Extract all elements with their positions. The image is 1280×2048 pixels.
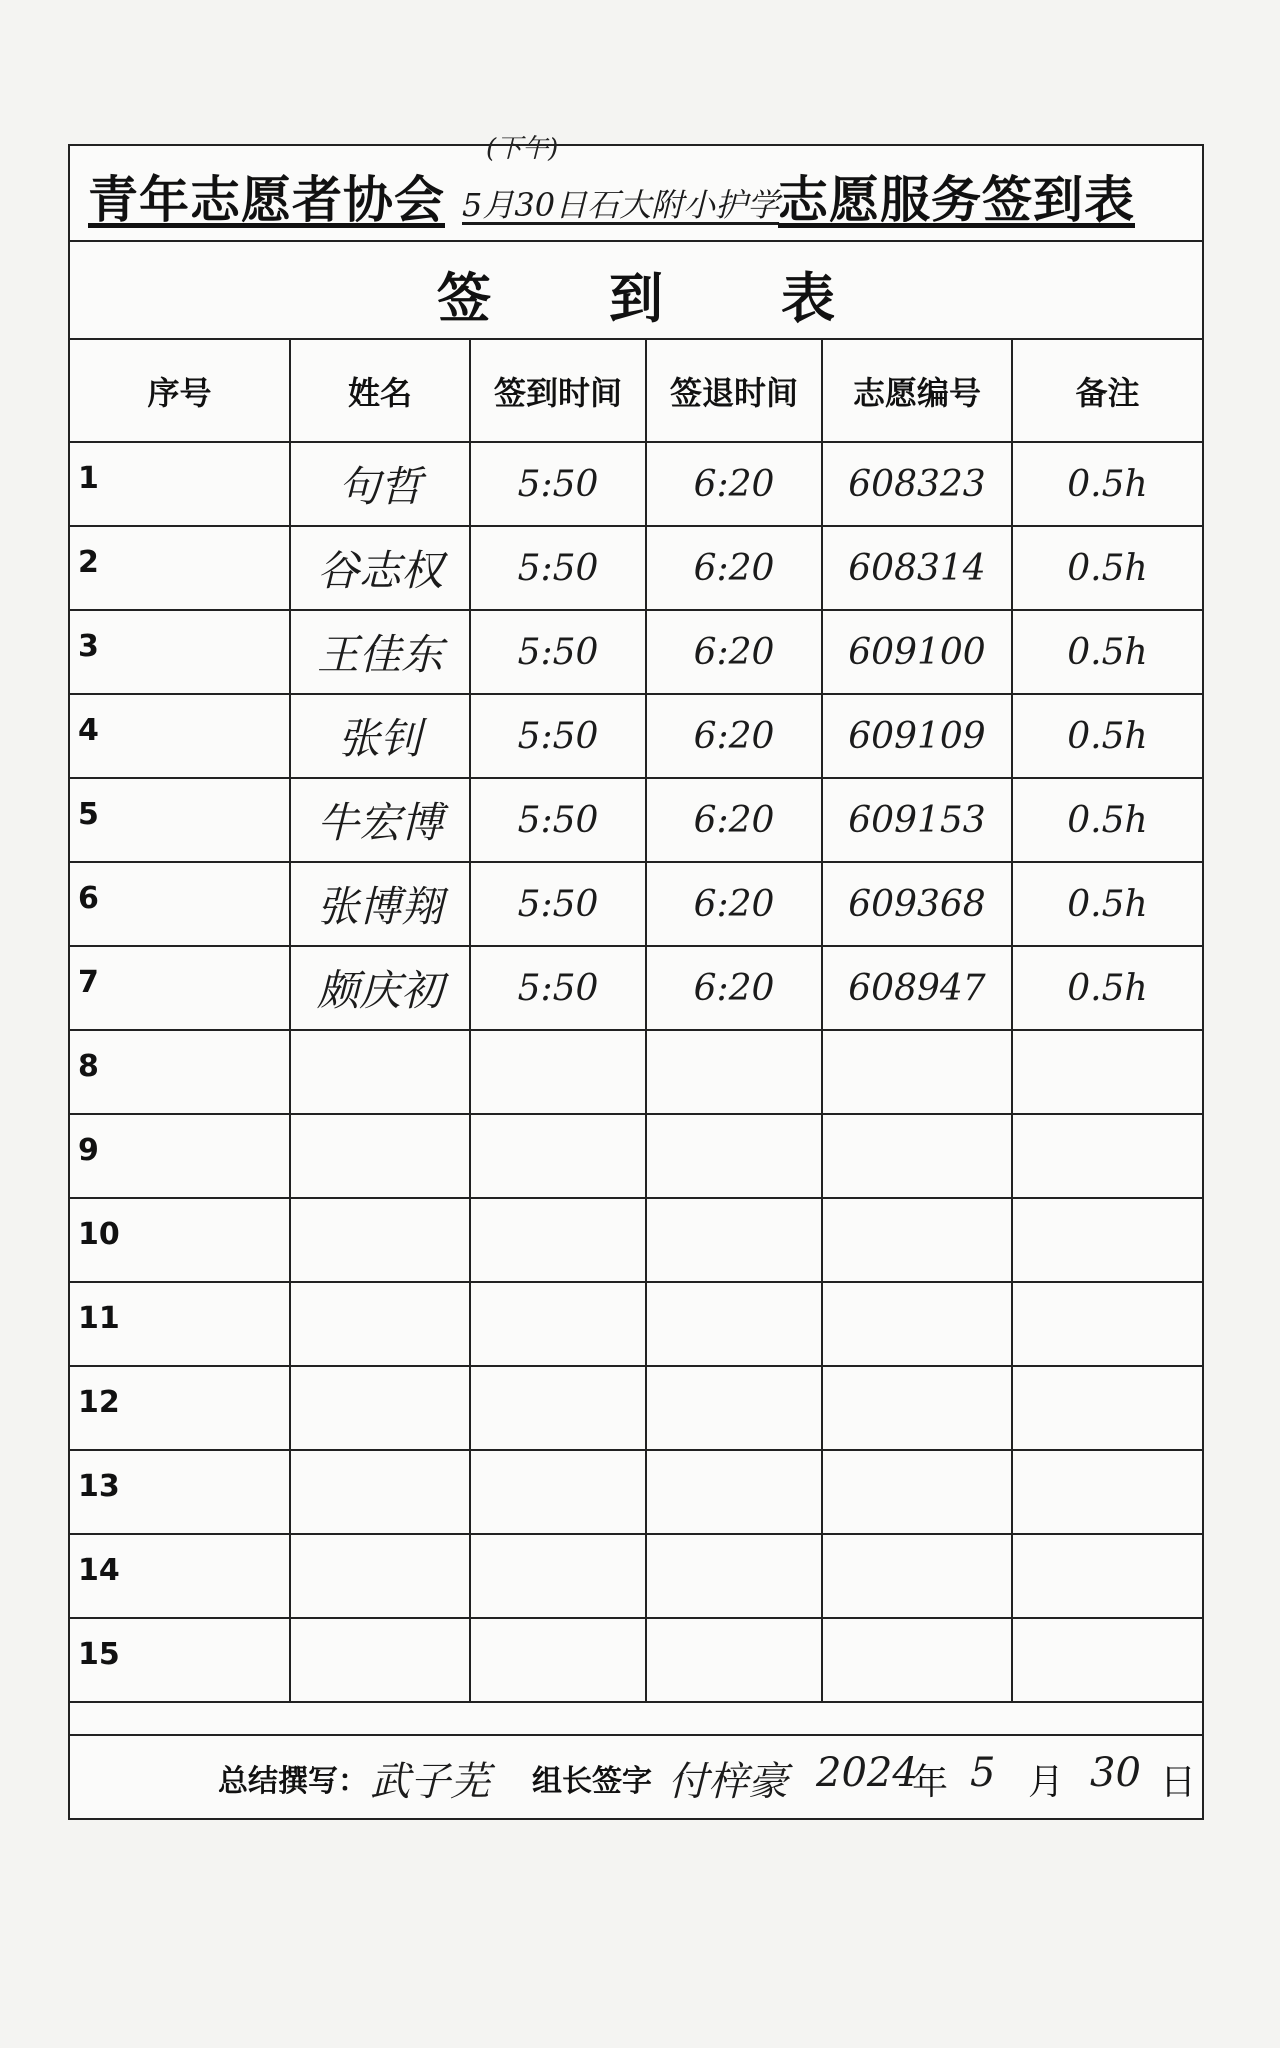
row-number: 12 [70, 1366, 290, 1450]
table-row [70, 778, 1202, 862]
volunteer-id-cell [822, 1282, 1012, 1366]
volunteer-id-cell: 608947 [822, 946, 1012, 1030]
table-row [70, 862, 1202, 946]
row-number: 4 [70, 694, 290, 778]
volunteer-id-cell [822, 1114, 1012, 1198]
sign-in-time-cell [470, 1366, 646, 1450]
leader-signature: 付梓豪 [668, 1759, 788, 1805]
sign-out-time-cell: 6:20 [646, 778, 822, 862]
name-cell: 颇庆初 [290, 946, 470, 1030]
name-cell: 张博翔 [290, 862, 470, 946]
sign-in-time-cell: 5:50 [470, 694, 646, 778]
title-row [70, 134, 1202, 242]
sign-in-time-cell: 5:50 [470, 610, 646, 694]
name-cell: 张钊 [290, 694, 470, 778]
row-number: 5 [70, 778, 290, 862]
table-row [70, 1114, 1202, 1198]
column-header: 签退时间 [646, 340, 822, 442]
sign-in-time-cell [470, 1618, 646, 1702]
name-cell: 句哲 [290, 442, 470, 526]
remark-cell [1012, 1282, 1202, 1366]
title-suffix: 志愿服务签到表 [778, 171, 1135, 229]
heading-row [70, 242, 1202, 340]
remark-cell: 0.5h [1012, 862, 1202, 946]
sign-in-time-cell: 5:50 [470, 946, 646, 1030]
column-header: 姓名 [290, 340, 470, 442]
name-cell [290, 1114, 470, 1198]
table-row [70, 694, 1202, 778]
table-row [70, 1366, 1202, 1450]
leader-label: 组长签字 [532, 1764, 652, 1799]
sign-out-time-cell [646, 1450, 822, 1534]
sign-in-time-cell: 5:50 [470, 442, 646, 526]
remark-cell: 0.5h [1012, 526, 1202, 610]
volunteer-id-cell [822, 1534, 1012, 1618]
remark-cell [1012, 1030, 1202, 1114]
volunteer-id-cell: 608314 [822, 526, 1012, 610]
footer-row [70, 1734, 1202, 1818]
row-number: 13 [70, 1450, 290, 1534]
remark-cell: 0.5h [1012, 442, 1202, 526]
name-cell: 牛宏博 [290, 778, 470, 862]
table-row [70, 1618, 1202, 1702]
sign-in-time-cell: 5:50 [470, 778, 646, 862]
sign-out-time-cell [646, 1618, 822, 1702]
form-heading: 签到表 [437, 267, 953, 330]
name-cell [290, 1366, 470, 1450]
volunteer-id-cell [822, 1618, 1012, 1702]
column-header: 签到时间 [470, 340, 646, 442]
date-day: 30 [1090, 1750, 1141, 1796]
volunteer-id-cell [822, 1366, 1012, 1450]
sign-in-table [70, 340, 1202, 1703]
name-cell: 王佳东 [290, 610, 470, 694]
table-row [70, 1282, 1202, 1366]
volunteer-id-cell: 609109 [822, 694, 1012, 778]
sign-in-time-cell: 5:50 [470, 862, 646, 946]
remark-cell: 0.5h [1012, 610, 1202, 694]
sign-out-time-cell: 6:20 [646, 526, 822, 610]
remark-cell [1012, 1366, 1202, 1450]
remark-cell [1012, 1618, 1202, 1702]
sign-out-time-cell [646, 1030, 822, 1114]
name-cell [290, 1534, 470, 1618]
row-number: 15 [70, 1618, 290, 1702]
sign-in-time-cell [470, 1198, 646, 1282]
title-organization: 青年志愿者协会 [88, 171, 445, 229]
column-header: 志愿编号 [822, 340, 1012, 442]
remark-cell: 0.5h [1012, 694, 1202, 778]
volunteer-id-cell: 609100 [822, 610, 1012, 694]
sign-out-time-cell: 6:20 [646, 862, 822, 946]
sign-out-time-cell: 6:20 [646, 610, 822, 694]
title-note-handwritten: (下午) [486, 134, 559, 164]
sign-out-time-cell [646, 1114, 822, 1198]
column-header: 备注 [1012, 340, 1202, 442]
name-cell: 谷志权 [290, 526, 470, 610]
title-event-handwritten: 5月30日石大附小护学 [462, 186, 780, 224]
row-number: 14 [70, 1534, 290, 1618]
remark-cell: 0.5h [1012, 778, 1202, 862]
row-number: 2 [70, 526, 290, 610]
column-header: 序号 [70, 340, 290, 442]
sign-out-time-cell [646, 1366, 822, 1450]
month-unit: 月 [1028, 1762, 1065, 1803]
sign-in-sheet [68, 134, 1204, 1820]
table-row [70, 610, 1202, 694]
row-number: 6 [70, 862, 290, 946]
day-unit: 日 [1160, 1762, 1197, 1803]
sign-out-time-cell [646, 1282, 822, 1366]
table-row [70, 1450, 1202, 1534]
sign-out-time-cell: 6:20 [646, 694, 822, 778]
sign-out-time-cell [646, 1198, 822, 1282]
row-number: 9 [70, 1114, 290, 1198]
volunteer-id-cell: 609368 [822, 862, 1012, 946]
date-month: 5 [970, 1750, 996, 1796]
row-number: 3 [70, 610, 290, 694]
sign-in-time-cell [470, 1534, 646, 1618]
sign-in-time-cell [470, 1030, 646, 1114]
remark-cell [1012, 1534, 1202, 1618]
volunteer-id-cell [822, 1450, 1012, 1534]
volunteer-id-cell [822, 1030, 1012, 1114]
row-number: 8 [70, 1030, 290, 1114]
table-row [70, 1198, 1202, 1282]
table-row [70, 946, 1202, 1030]
name-cell [290, 1450, 470, 1534]
sign-in-time-cell: 5:50 [470, 526, 646, 610]
table-row [70, 442, 1202, 526]
remark-cell [1012, 1450, 1202, 1534]
name-cell [290, 1282, 470, 1366]
name-cell [290, 1198, 470, 1282]
remark-cell: 0.5h [1012, 946, 1202, 1030]
row-number: 7 [70, 946, 290, 1030]
row-number: 11 [70, 1282, 290, 1366]
table-row [70, 1030, 1202, 1114]
remark-cell [1012, 1198, 1202, 1282]
volunteer-id-cell [822, 1198, 1012, 1282]
sign-out-time-cell [646, 1534, 822, 1618]
header-row [70, 340, 1202, 442]
sign-in-time-cell [470, 1114, 646, 1198]
summary-writer-signature: 武子芜 [370, 1759, 490, 1805]
row-number: 10 [70, 1198, 290, 1282]
sign-in-time-cell [470, 1450, 646, 1534]
table-row [70, 1534, 1202, 1618]
table-row [70, 526, 1202, 610]
sign-out-time-cell: 6:20 [646, 946, 822, 1030]
sign-out-time-cell: 6:20 [646, 442, 822, 526]
row-number: 1 [70, 442, 290, 526]
volunteer-id-cell: 609153 [822, 778, 1012, 862]
date-year: 2024 [816, 1750, 918, 1796]
remark-cell [1012, 1114, 1202, 1198]
name-cell [290, 1618, 470, 1702]
sign-in-time-cell [470, 1282, 646, 1366]
name-cell [290, 1030, 470, 1114]
year-unit: 年 [912, 1762, 949, 1803]
volunteer-id-cell: 608323 [822, 442, 1012, 526]
summary-label: 总结撰写： [218, 1764, 368, 1799]
